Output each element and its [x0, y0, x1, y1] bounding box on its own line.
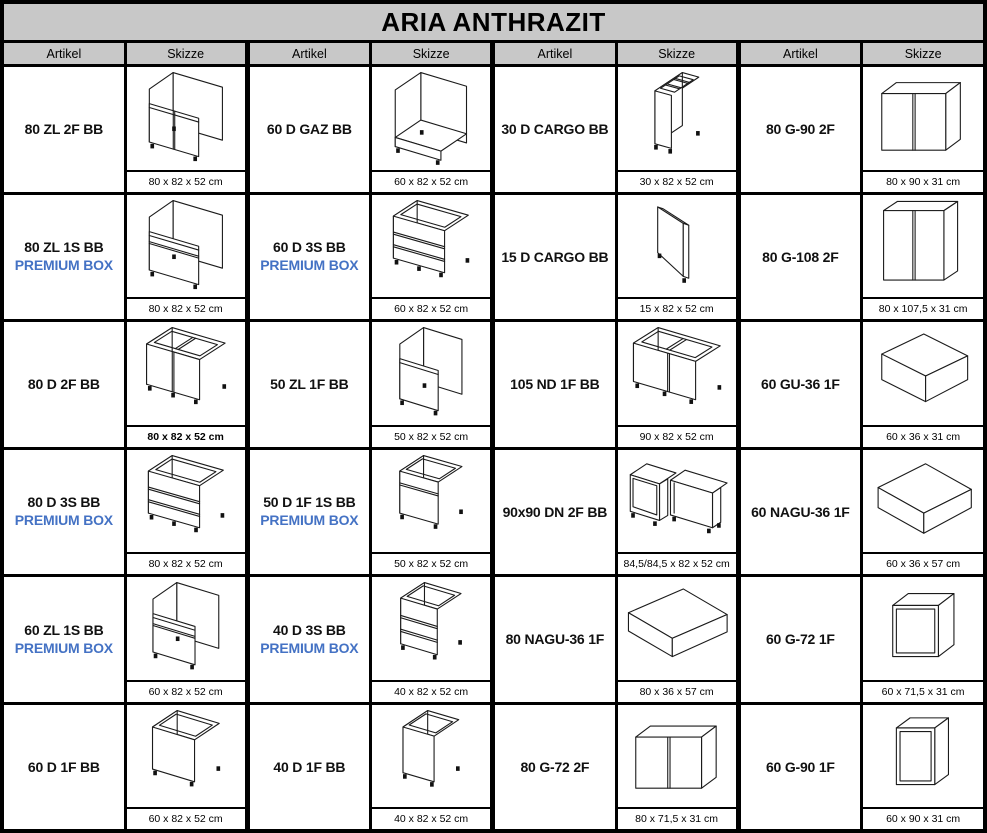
column-header-skizze: Skizze	[127, 43, 247, 64]
dimensions-label: 90 x 82 x 52 cm	[618, 425, 736, 447]
column-header-artikel: Artikel	[741, 43, 861, 64]
skizze-cell	[618, 322, 738, 447]
dimensions-label: 80 x 107,5 x 31 cm	[863, 297, 983, 319]
cabinet-sketch	[127, 450, 245, 553]
cabinet-sketch	[863, 577, 983, 680]
skizze-cell	[127, 450, 247, 575]
skizze-cell	[863, 322, 983, 447]
article-code: 80 ZL 1S BB	[24, 239, 104, 256]
column-header-skizze: Skizze	[863, 43, 983, 64]
skizze-cell	[372, 577, 492, 702]
artikel-cell	[741, 195, 861, 320]
artikel-cell	[4, 705, 124, 830]
premium-box-label: PREMIUM BOX	[14, 257, 113, 274]
dimensions-label: 80 x 82 x 52 cm	[127, 425, 245, 447]
artikel-cell	[741, 67, 861, 192]
artikel-cell	[4, 450, 124, 575]
artikel-cell	[741, 322, 861, 447]
artikel-cell	[495, 577, 615, 702]
column-header-artikel: Artikel	[495, 43, 615, 64]
article-code: 30 D CARGO BB	[501, 121, 609, 138]
artikel-cell	[250, 577, 370, 702]
article-code: 60 NAGU-36 1F	[751, 503, 850, 520]
skizze-cell	[618, 705, 738, 830]
column-header-artikel: Artikel	[4, 43, 124, 64]
dimensions-label: 60 x 82 x 52 cm	[372, 170, 490, 192]
dimensions-label: 30 x 82 x 52 cm	[618, 170, 736, 192]
cabinet-sketch	[372, 322, 490, 425]
article-code: 60 ZL 1S BB	[24, 621, 104, 638]
skizze-cell	[863, 450, 983, 575]
dimensions-label: 80 x 90 x 31 cm	[863, 170, 983, 192]
cabinet-sketch	[618, 67, 736, 170]
skizze-cell	[618, 67, 738, 192]
premium-box-label: PREMIUM BOX	[260, 512, 359, 529]
page-title: ARIA ANTHRAZIT	[4, 4, 983, 40]
skizze-cell	[127, 705, 247, 830]
article-code: 50 D 1F 1S BB	[263, 494, 356, 511]
dimensions-label: 80 x 82 x 52 cm	[127, 552, 245, 574]
premium-box-label: PREMIUM BOX	[14, 512, 113, 529]
dimensions-label: 60 x 71,5 x 31 cm	[863, 680, 983, 702]
artikel-cell	[741, 577, 861, 702]
skizze-cell	[863, 195, 983, 320]
skizze-cell	[372, 67, 492, 192]
article-code: 40 D 1F BB	[273, 758, 346, 775]
cabinet-sketch	[127, 195, 245, 298]
skizze-cell	[127, 322, 247, 447]
artikel-cell	[741, 450, 861, 575]
article-code: 80 D 3S BB	[27, 494, 101, 511]
skizze-cell	[372, 705, 492, 830]
artikel-cell	[250, 322, 370, 447]
article-code: 80 G-90 2F	[765, 121, 835, 138]
dimensions-label: 40 x 82 x 52 cm	[372, 680, 490, 702]
dimensions-label: 40 x 82 x 52 cm	[372, 807, 490, 829]
skizze-cell	[127, 67, 247, 192]
dimensions-label: 15 x 82 x 52 cm	[618, 297, 736, 319]
artikel-cell	[4, 577, 124, 702]
skizze-cell	[618, 450, 738, 575]
dimensions-label: 60 x 36 x 31 cm	[863, 425, 983, 447]
premium-box-label: PREMIUM BOX	[14, 639, 113, 656]
artikel-cell	[495, 322, 615, 447]
article-code: 105 ND 1F BB	[510, 376, 600, 393]
dimensions-label: 80 x 82 x 52 cm	[127, 297, 245, 319]
artikel-cell	[741, 705, 861, 830]
column-header-skizze: Skizze	[372, 43, 492, 64]
premium-box-label: PREMIUM BOX	[260, 639, 359, 656]
artikel-cell	[250, 450, 370, 575]
article-code: 60 D 1F BB	[27, 758, 100, 775]
artikel-cell	[495, 195, 615, 320]
dimensions-label: 84,5/84,5 x 82 x 52 cm	[618, 552, 736, 574]
artikel-cell	[250, 67, 370, 192]
cabinet-sketch	[618, 450, 736, 553]
artikel-cell	[250, 705, 370, 830]
premium-box-label: PREMIUM BOX	[260, 257, 359, 274]
article-code: 80 ZL 2F BB	[24, 121, 104, 138]
skizze-cell	[372, 322, 492, 447]
article-code: 80 G-72 2F	[520, 758, 590, 775]
artikel-cell	[4, 195, 124, 320]
article-code: 60 G-72 1F	[765, 631, 835, 648]
skizze-cell	[863, 705, 983, 830]
artikel-cell	[4, 67, 124, 192]
dimensions-label: 80 x 36 x 57 cm	[618, 680, 736, 702]
dimensions-label: 60 x 36 x 57 cm	[863, 552, 983, 574]
cabinet-sketch	[372, 450, 490, 553]
cabinet-sketch	[863, 67, 983, 170]
artikel-cell	[4, 322, 124, 447]
cabinet-sketch	[863, 450, 983, 553]
artikel-cell	[250, 195, 370, 320]
dimensions-label: 60 x 82 x 52 cm	[127, 807, 245, 829]
cabinet-sketch	[372, 577, 490, 680]
cabinet-sketch	[127, 67, 245, 170]
dimensions-label: 80 x 82 x 52 cm	[127, 170, 245, 192]
cabinet-sketch	[127, 705, 245, 808]
dimensions-label: 50 x 82 x 52 cm	[372, 425, 490, 447]
article-code: 90x90 DN 2F BB	[502, 503, 608, 520]
cabinet-sketch	[618, 577, 736, 680]
article-code: 50 ZL 1F BB	[270, 376, 349, 393]
column-header-artikel: Artikel	[250, 43, 370, 64]
cabinet-sketch	[372, 195, 490, 298]
skizze-cell	[618, 195, 738, 320]
skizze-cell	[127, 195, 247, 320]
cabinet-sketch	[618, 705, 736, 808]
article-code: 60 D 3S BB	[273, 239, 346, 256]
cabinet-sketch	[372, 67, 490, 170]
dimensions-label: 60 x 82 x 52 cm	[372, 297, 490, 319]
article-code: 60 D GAZ BB	[266, 121, 352, 138]
cabinet-sketch	[127, 577, 245, 680]
cabinet-sketch	[372, 705, 490, 808]
artikel-cell	[495, 67, 615, 192]
skizze-cell	[863, 67, 983, 192]
cabinet-sketch	[863, 705, 983, 808]
article-code: 15 D CARGO BB	[501, 248, 609, 265]
article-code: 60 GU-36 1F	[761, 376, 840, 393]
article-code: 80 D 2F BB	[27, 376, 100, 393]
artikel-cell	[495, 705, 615, 830]
cabinet-sketch	[618, 322, 736, 425]
article-code: 40 D 3S BB	[273, 621, 346, 638]
article-code: 80 NAGU-36 1F	[505, 631, 605, 648]
skizze-cell	[372, 450, 492, 575]
dimensions-label: 60 x 90 x 31 cm	[863, 807, 983, 829]
dimensions-label: 60 x 82 x 52 cm	[127, 680, 245, 702]
skizze-cell	[618, 577, 738, 702]
cabinet-sketch	[127, 322, 245, 425]
cabinet-sketch	[863, 322, 983, 425]
dimensions-label: 80 x 71,5 x 31 cm	[618, 807, 736, 829]
column-header-skizze: Skizze	[618, 43, 738, 64]
artikel-cell	[495, 450, 615, 575]
cabinet-sketch	[618, 195, 736, 298]
cabinet-sketch	[863, 195, 983, 298]
dimensions-label: 50 x 82 x 52 cm	[372, 552, 490, 574]
article-code: 60 G-90 1F	[765, 758, 835, 775]
skizze-cell	[863, 577, 983, 702]
article-code: 80 G-108 2F	[762, 248, 839, 265]
skizze-cell	[127, 577, 247, 702]
skizze-cell	[372, 195, 492, 320]
